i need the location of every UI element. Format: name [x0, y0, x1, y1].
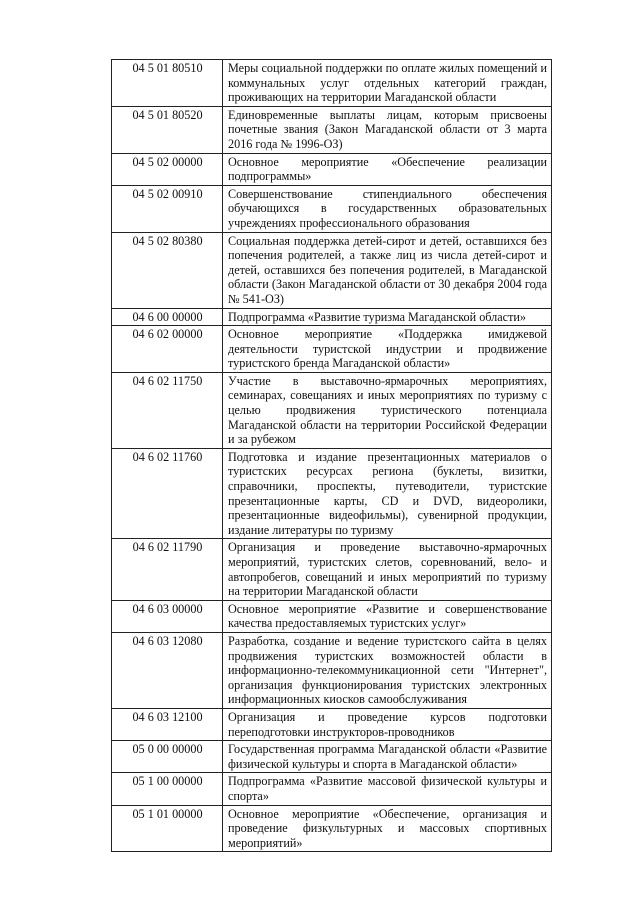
expense-item-name: Организация и проведение курсов подготовки переподготовки инструкторов-проводников: [223, 708, 552, 740]
table-body: [112, 60, 552, 852]
classification-code: 04 6 03 00000: [112, 600, 223, 632]
table-row: [112, 106, 552, 153]
budget-code-table: [111, 59, 552, 852]
classification-code: 04 6 00 00000: [112, 308, 223, 326]
table-row: [112, 372, 552, 448]
expense-item-name: Подпрограмма «Развитие туризма Магаданской области»: [223, 308, 552, 326]
classification-code: 04 6 02 00000: [112, 326, 223, 373]
expense-item-name: Единовременные выплаты лицам, которым присвоены почетные звания (Закон Магаданской области от 3 марта 2016 года № 1996-ОЗ): [223, 106, 552, 153]
table-row: [112, 448, 552, 539]
classification-code: 04 6 02 11760: [112, 448, 223, 539]
table-row: [112, 232, 552, 308]
table-row: [112, 326, 552, 373]
classification-code: 04 6 03 12080: [112, 632, 223, 708]
table-row: [112, 741, 552, 773]
table-row: [112, 708, 552, 740]
classification-code: 05 0 00 00000: [112, 741, 223, 773]
classification-code: 04 6 02 11750: [112, 372, 223, 448]
expense-item-name: Участие в выставочно-ярмарочных мероприятиях, семинарах, совещаниях и иных мероприятиях по туризму с целью продвижения туристического потенциала Магаданской области на территории Российской Федерации и за рубежом: [223, 372, 552, 448]
expense-item-name: Социальная поддержка детей-сирот и детей, оставшихся без попечения родителей, а также лиц из числа детей-сирот и детей, оставшихся без попечения родителей, в Магаданской области (Закон Магаданской области от 30 декабря 2004 года № 541-ОЗ): [223, 232, 552, 308]
table-row: [112, 539, 552, 600]
classification-code: 04 6 03 12100: [112, 708, 223, 740]
expense-item-name: Подпрограмма «Развитие массовой физической культуры и спорта»: [223, 773, 552, 805]
expense-item-name: Организация и проведение выставочно-ярмарочных мероприятий, туристских слетов, соревнований, вело- и автопробегов, совещаний и иных мероприятий по туризму на территории Магаданской области: [223, 539, 552, 600]
classification-code: 04 5 02 00000: [112, 153, 223, 185]
classification-code: 04 6 02 11790: [112, 539, 223, 600]
expense-item-name: Меры социальной поддержки по оплате жилых помещений и коммунальных услуг отдельных категорий граждан, проживающих на территории Магаданской области: [223, 60, 552, 107]
classification-code: 05 1 01 00000: [112, 805, 223, 852]
classification-code: 04 5 01 80510: [112, 60, 223, 107]
expense-item-name: Основное мероприятие «Развитие и совершенствование качества предоставляемых туристских услуг»: [223, 600, 552, 632]
classification-code: 04 5 02 80380: [112, 232, 223, 308]
table-row: [112, 805, 552, 852]
table-row: [112, 185, 552, 232]
classification-code: 04 5 02 00910: [112, 185, 223, 232]
expense-item-name: Подготовка и издание презентационных материалов о туристских ресурсах региона (буклеты, визитки, справочники, проспекты, путеводители, туристские презентационные карты, CD и DVD, видеоролики, презентационные видеофильмы), сувенирной продукции, издание литературы по туризму: [223, 448, 552, 539]
expense-item-name: Основное мероприятие «Обеспечение реализации подпрограммы»: [223, 153, 552, 185]
table-row: [112, 600, 552, 632]
expense-item-name: Государственная программа Магаданской области «Развитие физической культуры и спорта в Магаданской области»: [223, 741, 552, 773]
table-row: [112, 632, 552, 708]
expense-item-name: Совершенствование стипендиального обеспечения обучающихся в государственных образовательных учреждениях профессионального образования: [223, 185, 552, 232]
table-row: [112, 308, 552, 326]
expense-item-name: Основное мероприятие «Поддержка имиджевой деятельности туристской индустрии и продвижение туристского бренда Магаданской области»: [223, 326, 552, 373]
classification-code: 05 1 00 00000: [112, 773, 223, 805]
table-row: [112, 60, 552, 107]
expense-item-name: Основное мероприятие «Обеспечение, организация и проведение физкультурных и массовых спортивных мероприятий»: [223, 805, 552, 852]
table-row: [112, 153, 552, 185]
table-row: [112, 773, 552, 805]
expense-item-name: Разработка, создание и ведение туристского сайта в целях продвижения туристских возможностей области в информационно-телекоммуникационной сети "Интернет", организация функционирования туристских электронных информационных киосков самообслуживания: [223, 632, 552, 708]
classification-code: 04 5 01 80520: [112, 106, 223, 153]
